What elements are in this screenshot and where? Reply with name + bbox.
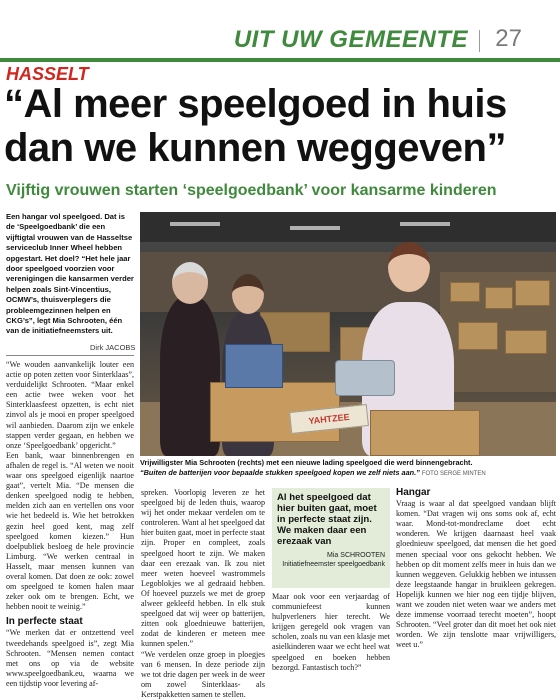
person-right-head: [388, 242, 430, 292]
pull-quote-text: Al het speelgoed dat hier buiten gaat, moet in perfecte staat zijn. We maken daar een erezaak van: [277, 492, 377, 547]
byline-divider: [6, 355, 134, 356]
person-middle-head: [232, 274, 264, 314]
article-column-2: [141, 488, 265, 700]
article-column-3: [272, 592, 390, 673]
photo-credit: FOTO SERGE MINTEN: [421, 470, 486, 477]
photo-caption: [140, 458, 556, 479]
byline: Dirk JACOBS: [90, 343, 136, 352]
col4-subtitle: Hangar: [396, 487, 431, 498]
section-title: UIT UW GEMEENTE: [233, 26, 468, 53]
col1-paragraph-2: Een bank, waar binnenbrengen en afhalen de regel is. “Al weten we nooit waar ons speelgoed eigenlijk naartoe gaat”, vertelt Mia. “De mensen die denken speelgoed nodig te hebben, melden zich aan en vertellen ons voor wie het bedeeld is. Wie het betrokken gezin heel goed kent, mag zelf speelgoed komen kiezen.” Hun doelpubliek besloeg de hele provincie Limburg. “We werken centraal in Hasselt, maar mensen kunnen van overal komen. Dat doen ze ook: zowel om speelgoed te komen halen maar zeker ook om te brengen. Echt, we hebben nooit te weinig.”: [6, 450, 134, 612]
col1-paragraph-3: “We merken dat er ontzettend veel tweedehands speelgoed is”, zegt Mia Schrooten. “Mensen nemen contact met ons op via de website www.speelgoedbank.eu, waarna we een tijdstip voor levering af-: [6, 628, 134, 688]
pull-quote-role: Initiatiefneemster speelgoedbank: [282, 560, 385, 568]
page-number: 27: [495, 25, 522, 52]
pull-quote-author: [277, 552, 385, 569]
header-divider: [479, 30, 480, 52]
toy-box-right: [370, 410, 480, 456]
article-intro: Een hangar vol speelgoed. Dat is de ‘Speelgoedbank’ die een vijftigtal vrouwen van de Hasseltse serviceclub Inner Wheel hebben opgestart. Het doel? “Het hele jaar door speelgoed voorzien voor verenigingen die kansarmen verder helpen zoals Sint-Vincentius, OCMW’s, thuisverplegers die probleemgezinnen helpen en CKG’s”, legt Mia Schrooten, één van de initiatiefneemsters uit.: [6, 212, 134, 336]
article-column-1: [6, 360, 134, 689]
col2-paragraph-2: “We verdelen onze groep in ploegjes van 6 mensen. In deze periode zijn we tot drie dagen per week in de weer om zowel Sinterklaas- als Kerstpakketten samen te stellen.: [141, 649, 265, 699]
pull-quote: [272, 488, 390, 588]
caption-line2: “Buiten de batterijen voor bepaalde stukken speelgoed kopen we zelf niets aan.”: [140, 467, 420, 477]
article-column-4: [396, 488, 556, 651]
toy-box-stack: [225, 344, 283, 388]
col2-paragraph-1: spreken. Voorlopig leveren ze het speelgoed bij de leden thuis, waarop wij het onder mekaar verdelen om te controleren. Want al het speelgoed dat hier buiten gaat, moet in perfecte staat zijn. Proper en compleet, zoals speelgoed hoort te zijn. We maken daar een erezaak van. Ik zou niet meer weten hoeveel wastrommels Legoblokjes we al gedraaid hebben. Of hoeveel puzzels we met de groep alweer gekleefd hebben. In elk stuk speelgoed dat wij weer op batterijen, zitten ook gloednieuwe batterijen, zodat de kinderen er meteen mee kunnen spelen.”: [141, 488, 265, 649]
toy-trays: [335, 360, 395, 396]
caption-line1: Vrijwilligster Mia Schrooten (rechts) met een nieuwe lading speelgoed die werd binnengebracht.: [140, 458, 473, 467]
city-label: HASSELT: [6, 64, 89, 84]
article-photo: [140, 212, 556, 456]
col1-paragraph-1: “We wouden aanvankelijk louter een actie op poten zetten voor Sinterklaas”, verduidelijkt Schrooten. “Maar enkel een actie twee weken voor het Sinterklaasfeest opzetten, is echt niet zinvol als je mooi en proper speelgoed wil aanbieden. Daarom zijn we enkele stappen verder gegaan, en hebben we onze ‘Speelgoedbank’ opgericht.”: [6, 360, 134, 450]
person-left-head: [172, 262, 208, 304]
pull-quote-name: Mia SCHROOTEN: [327, 552, 385, 559]
yahtzee-label: YAHTZEE: [307, 411, 351, 427]
col4-paragraph-1: Vraag is waar al dat speelgoed vandaan blijft komen. “Dat vragen wij ons soms ook af, echt waar. Mond-tot-mondreclame doet echt wonderen. We krijgen daarnaast heel vaak gloednieuw speelgoed, dat mensen die het goed menen speciaal voor ons gekocht hebben. We hebben op dit moment zelfs meer in huis dan we kunnen weggeven. Gelukkig hebben we intussen deze leegstaande hangar in bruikleen gekregen. Hopelijk kunnen we hier nog een tijdje blijven, want we zouden niet weten waar we anders met deze immense voorraad terecht moeten”, hoopt Schrooten. “Veel groter dan dit moet het ook niet worden. We zijn tenslotte maar vrijwilligers, weet u.”: [396, 499, 556, 650]
col3-paragraph-1: Maar ook voor een verjaardag of communiefeest kunnen hulpverleners hier terecht. We krijgen geregeld ook vragen van scholen, zoals nu van een klasje met asielkinderen waar we echt heel wat speelgoed en boeken hebben bezorgd. Fantastisch toch?”: [272, 592, 390, 672]
article-subheadline: Vijftig vrouwen starten ‘speelgoedbank’ voor kansarme kinderen: [6, 182, 497, 199]
col1-subtitle: In perfecte staat: [6, 616, 83, 628]
page-header: [0, 0, 560, 60]
article-headline: “Al meer speelgoed in huis dan we kunnen weggeven”: [4, 82, 507, 170]
header-rule: [0, 58, 560, 62]
